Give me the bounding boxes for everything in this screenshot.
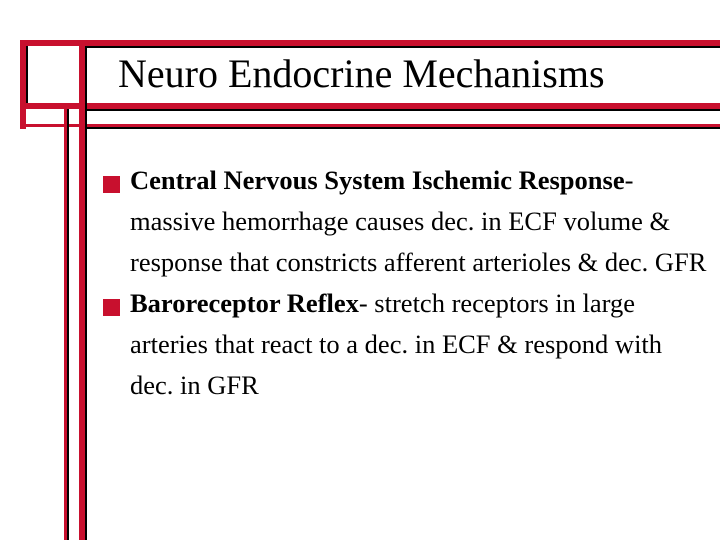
bullet-text: - massive hemorrhage causes dec. in ECF volume & response that constricts afferent arterioles & dec. GFR (130, 165, 707, 277)
list-item (100, 160, 710, 283)
bullet-term: Baroreceptor Reflex (130, 288, 359, 318)
list-item (100, 283, 710, 406)
square-bullet-icon (103, 176, 120, 193)
bullet-term: Central Nervous System Ischemic Response (130, 165, 625, 195)
square-bullet-icon (103, 299, 120, 316)
slide-title: Neuro Endocrine Mechanisms (118, 51, 605, 96)
bullet-text: - stretch receptors in large arteries that react to a dec. in ECF & respond with dec. in GFR (130, 288, 663, 400)
bullet-list (100, 160, 710, 406)
